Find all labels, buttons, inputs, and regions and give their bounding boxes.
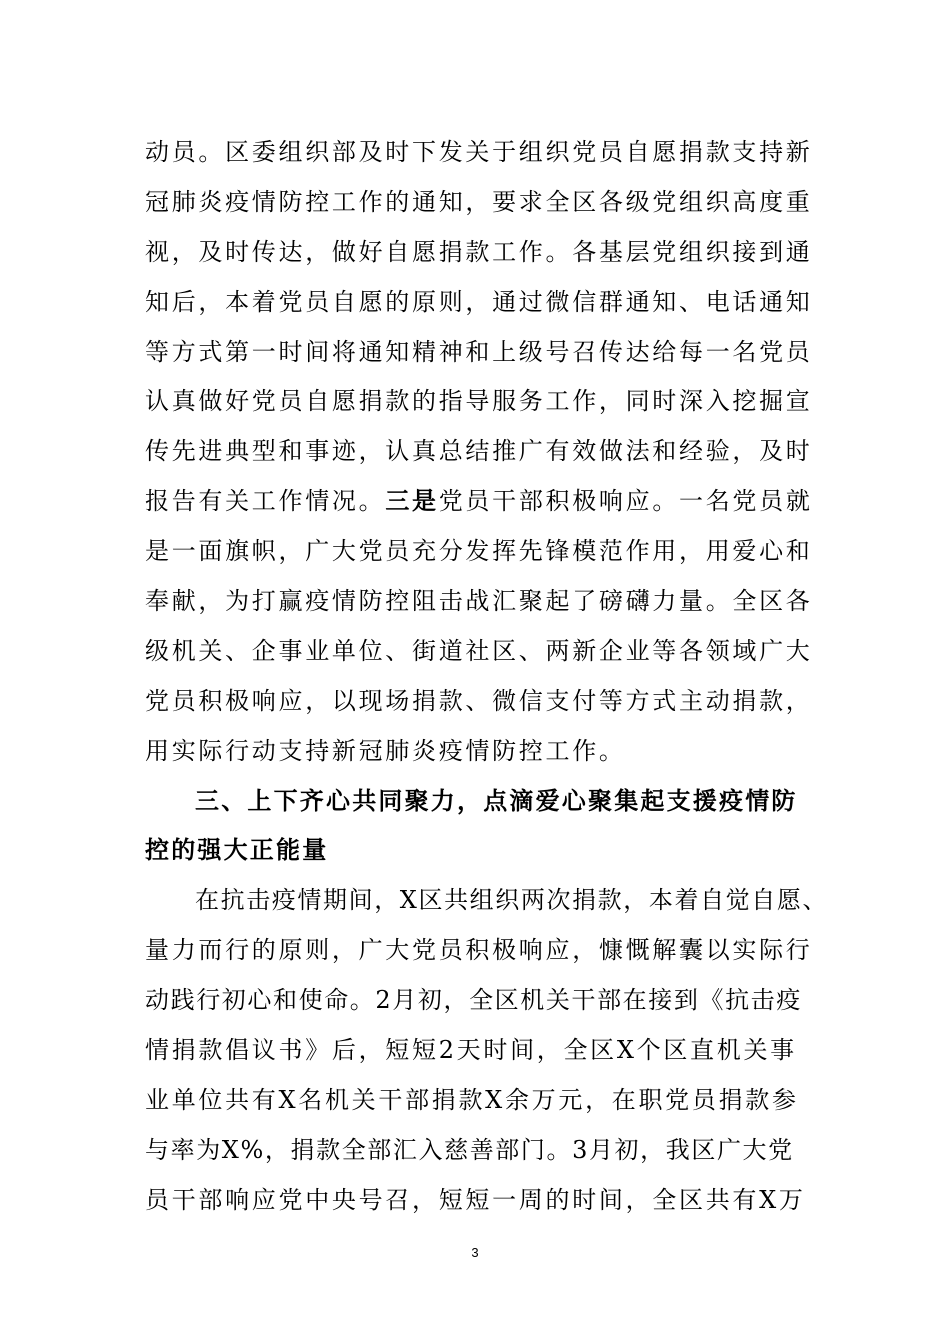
paragraph-continued	[145, 128, 825, 777]
text-run: 报告有关工作情况。	[145, 487, 386, 516]
text-line: 认真做好党员自愿捐款的指导服务工作，同时深入挖掘宣	[145, 387, 813, 416]
text-line: 用实际行动支持新冠肺炎疫情防控工作。	[145, 736, 626, 765]
emphasis-run: 三是	[385, 487, 439, 516]
text-line: 党员积极响应，以现场捐款、微信支付等方式主动捐款，	[145, 686, 813, 715]
text-line: 奉献，为打赢疫情防控阻击战汇聚起了磅礴力量。全区各	[145, 587, 813, 616]
text-line: 员干部响应党中央号召，短短一周的时间，全区共有X万	[145, 1185, 806, 1214]
paragraph	[145, 876, 829, 1225]
text-line: 业单位共有X名机关干部捐款X余万元，在职党员捐款参	[145, 1085, 799, 1114]
text-line: 等方式第一时间将通知精神和上级号召传达给每一名党员	[145, 337, 813, 366]
text-line: 动员。区委组织部及时下发关于组织党员自愿捐款支持新	[145, 138, 813, 166]
text-line: 是一面旗帜，广大党员充分发挥先锋模范作用，用爱心和	[145, 537, 813, 566]
text-line: 动践行初心和使命。2月初，全区机关干部在接到《抗击疫	[145, 986, 802, 1015]
text-line: 视，及时传达，做好自愿捐款工作。各基层党组织接到通	[145, 237, 813, 266]
heading-line: 控的强大正能量	[145, 836, 329, 865]
section-heading	[145, 777, 825, 877]
text-line: 在抗击疫情期间，X区共组织两次捐款，本着自觉自愿、	[195, 886, 829, 915]
text-line: 传先进典型和事迹，认真总结推广有效做法和经验，及时	[145, 437, 813, 466]
text-line: 量力而行的原则，广大党员积极响应，慷慨解囊以实际行	[145, 936, 813, 965]
text-run: 党员干部积极响应。一名党员就	[438, 487, 813, 516]
text-line: 级机关、企事业单位、街道社区、两新企业等各领域广大	[145, 636, 813, 665]
text-line: 冠肺炎疫情防控工作的通知，要求全区各级党组织高度重	[145, 187, 813, 216]
text-line: 知后，本着党员自愿的原则，通过微信群通知、电话通知	[145, 287, 813, 316]
text-line: 与率为X%，捐款全部汇入慈善部门。3月初，我区广大党	[145, 1135, 794, 1164]
text-line	[145, 477, 825, 527]
text-line: 情捐款倡议书》后，短短2天时间，全区X个区直机关事	[145, 1036, 797, 1065]
page-number: 3	[471, 1245, 479, 1260]
heading-line: 三、上下齐心共同聚力，点滴爱心聚集起支援疫情防	[195, 786, 798, 815]
body-text	[145, 128, 829, 1226]
